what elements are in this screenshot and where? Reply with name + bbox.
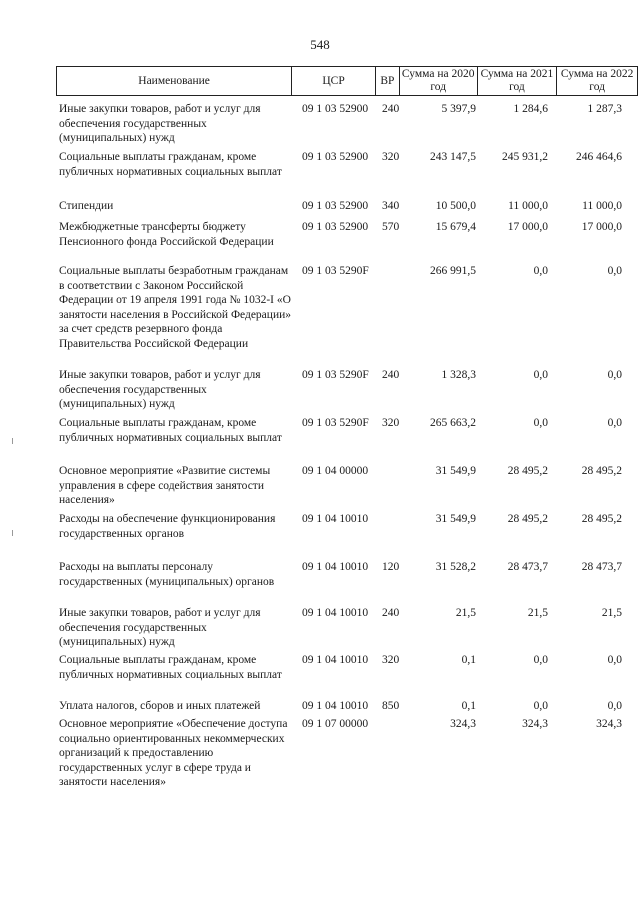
row-2021: 11 000,0: [508, 200, 548, 212]
row-2022: 28 495,2: [581, 513, 622, 525]
row-2020: 31 528,2: [435, 561, 476, 573]
row-2020: 324,3: [450, 718, 476, 730]
row-name: Основное мероприятие «Развитие системы управления в сфере содействия занятости населения»: [59, 465, 271, 506]
row-2020: 10 500,0: [435, 200, 476, 212]
header-2021: Сумма на 2021 год: [478, 67, 558, 95]
row-2020: 31 549,9: [435, 513, 476, 525]
row-vr: 850: [382, 700, 400, 712]
row-name: Расходы на обеспечение функционирования государственных органов: [59, 513, 276, 540]
row-csr: 09 1 03 5290F: [302, 369, 369, 381]
row-2022: 0,0: [607, 265, 622, 277]
row-2021: 0,0: [533, 654, 548, 666]
row-csr: 09 1 04 10010: [302, 561, 369, 573]
row-2022: 0,0: [607, 417, 622, 429]
row-2020: 266 991,5: [430, 265, 476, 277]
page-number: 548: [310, 37, 330, 52]
row-2021: 28 473,7: [507, 561, 548, 573]
row-csr: 09 1 03 5290F: [302, 417, 369, 429]
header-2022: Сумма на 2022 год: [560, 68, 634, 93]
row-2020: 243 147,5: [430, 151, 476, 163]
row-vr: 340: [382, 200, 400, 212]
row-2021: 0,0: [533, 700, 548, 712]
row-vr: 240: [382, 103, 400, 115]
row-name: Стипендии: [59, 200, 114, 212]
header-2020: Сумма на 2020 год: [400, 67, 478, 95]
row-2021: 0,0: [533, 417, 548, 429]
row-2020: 1 328,3: [441, 369, 476, 381]
row-2021: 1 284,6: [513, 103, 548, 115]
row-name: Социальные выплаты гражданам, кроме публичных нормативных социальных выплат: [59, 654, 282, 681]
row-csr: 09 1 04 10010: [302, 654, 369, 666]
row-name: Иные закупки товаров, работ и услуг для обеспечения государственных (муниципальных) нужд: [59, 607, 261, 648]
row-vr: 120: [382, 561, 400, 573]
row-2021: 17 000,0: [507, 221, 548, 233]
row-2022: 21,5: [601, 607, 622, 619]
row-vr: 320: [382, 151, 400, 163]
row-2020: 21,5: [455, 607, 476, 619]
row-csr: 09 1 04 10010: [302, 607, 369, 619]
row-2022: 0,0: [607, 654, 622, 666]
row-2022: 17 000,0: [581, 221, 622, 233]
row-2021: 21,5: [527, 607, 548, 619]
row-2022: 28 495,2: [581, 465, 622, 477]
row-csr: 09 1 04 10010: [302, 513, 369, 525]
row-2022: 28 473,7: [581, 561, 622, 573]
row-2021: 245 931,2: [502, 151, 548, 163]
row-csr: 09 1 03 52900: [302, 103, 369, 115]
row-csr: 09 1 07 00000: [302, 718, 369, 730]
header-vr: ВР: [376, 67, 400, 95]
row-2021: 28 495,2: [507, 465, 548, 477]
row-csr: 09 1 03 52900: [302, 151, 369, 163]
row-2022: 0,0: [607, 369, 622, 381]
row-2020: 0,1: [461, 654, 476, 666]
row-name: Расходы на выплаты персоналу государственных (муниципальных) органов: [59, 561, 275, 588]
scan-mark: [12, 438, 13, 444]
row-name: Иные закупки товаров, работ и услуг для обеспечения государственных (муниципальных) нужд: [59, 369, 261, 410]
row-name: Социальные выплаты безработным гражданам в соответствии с Законом Российской Федерации от 19 апреля 1991 года № 1032-I «О занятости населения в Российской Федерации» за счет средств резервного фонда Правительства Российской Федерации: [59, 265, 291, 350]
row-2022: 324,3: [596, 718, 622, 730]
row-2022: 11 000,0: [582, 200, 622, 212]
row-name: Социальные выплаты гражданам, кроме публичных нормативных социальных выплат: [59, 151, 282, 178]
row-csr: 09 1 03 52900: [302, 200, 369, 212]
row-2020: 15 679,4: [435, 221, 476, 233]
row-vr: 570: [382, 221, 400, 233]
row-2020: 0,1: [461, 700, 476, 712]
row-vr: 240: [382, 369, 400, 381]
row-csr: 09 1 03 52900: [302, 221, 369, 233]
row-name: Межбюджетные трансферты бюджету Пенсионного фонда Российской Федерации: [59, 221, 274, 248]
row-csr: 09 1 04 10010: [302, 700, 369, 712]
row-2022: 246 464,6: [576, 151, 622, 163]
row-csr: 09 1 04 00000: [302, 465, 369, 477]
row-2020: 5 397,9: [441, 103, 476, 115]
header-name: Наименование: [57, 67, 292, 95]
scan-mark: [12, 530, 13, 536]
row-2020: 31 549,9: [435, 465, 476, 477]
row-name: Иные закупки товаров, работ и услуг для обеспечения государственных (муниципальных) нужд: [59, 103, 261, 144]
row-2021: 0,0: [533, 369, 548, 381]
row-2022: 1 287,3: [587, 103, 622, 115]
row-2020: 265 663,2: [430, 417, 476, 429]
header-csr: ЦСР: [292, 67, 376, 95]
row-2022: 0,0: [607, 700, 622, 712]
row-2021: 28 495,2: [507, 513, 548, 525]
row-name: Основное мероприятие «Обеспечение доступа социально ориентированных некоммерческих организаций к предоставлению государственных услуг в сфере труда и занятости населения»: [59, 718, 288, 788]
row-vr: 240: [382, 607, 400, 619]
row-name: Социальные выплаты гражданам, кроме публичных нормативных социальных выплат: [59, 417, 282, 444]
row-name: Уплата налогов, сборов и иных платежей: [59, 700, 261, 712]
row-2021: 0,0: [533, 265, 548, 277]
row-vr: 320: [382, 417, 400, 429]
row-vr: 320: [382, 654, 400, 666]
row-2021: 324,3: [522, 718, 548, 730]
row-csr: 09 1 03 5290F: [302, 265, 369, 277]
